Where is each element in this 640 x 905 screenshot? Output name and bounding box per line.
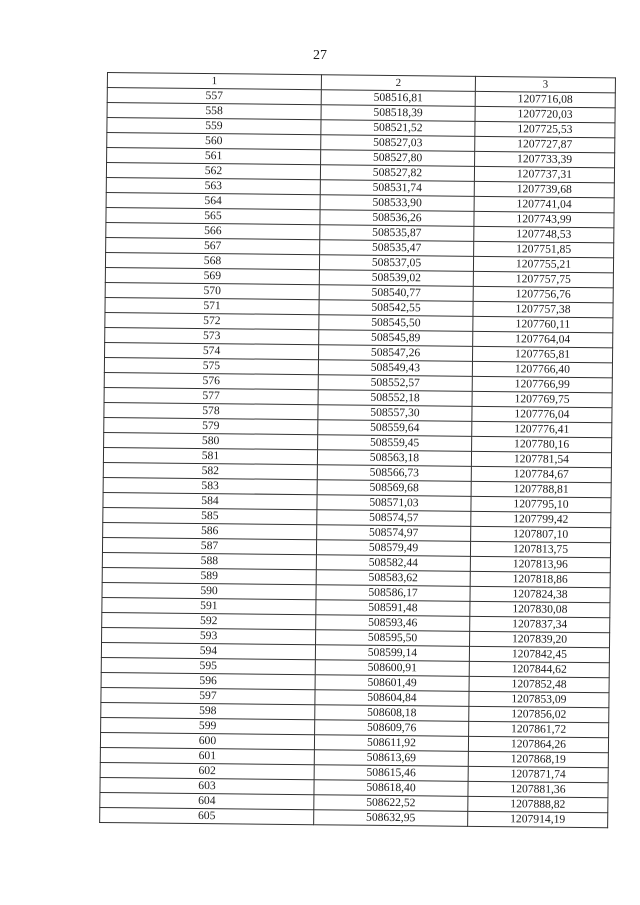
x-coordinate-cell: 508563,18 (317, 450, 471, 467)
point-number-cell: 583 (103, 477, 317, 494)
x-coordinate-cell: 508618,40 (314, 780, 468, 797)
x-coordinate-cell: 508531,74 (320, 180, 474, 197)
x-coordinate-cell: 508595,50 (316, 630, 470, 647)
y-coordinate-cell: 1207914,19 (468, 811, 608, 827)
x-coordinate-cell: 508569,68 (317, 480, 471, 497)
y-coordinate-cell: 1207868,19 (468, 751, 608, 767)
x-coordinate-cell: 508549,43 (318, 360, 472, 377)
coordinates-table (99, 72, 616, 828)
point-number-cell: 569 (105, 267, 319, 284)
point-number-cell: 565 (106, 207, 320, 224)
y-coordinate-cell: 1207765,81 (472, 346, 612, 362)
y-coordinate-cell: 1207788,81 (471, 481, 611, 497)
x-coordinate-cell: 508583,62 (316, 570, 470, 587)
x-coordinate-cell: 508609,76 (315, 720, 469, 737)
column-header-3: 3 (475, 76, 615, 92)
x-coordinate-cell: 508611,92 (314, 735, 468, 752)
x-coordinate-cell: 508593,46 (316, 615, 470, 632)
point-number-cell: 600 (100, 732, 314, 749)
x-coordinate-cell: 508542,55 (319, 300, 473, 317)
point-number-cell: 581 (103, 447, 317, 464)
point-number-cell: 587 (102, 537, 316, 554)
y-coordinate-cell: 1207799,42 (471, 511, 611, 527)
x-coordinate-cell: 508574,57 (317, 510, 471, 527)
x-coordinate-cell: 508545,50 (319, 315, 473, 332)
point-number-cell: 576 (104, 372, 318, 389)
y-coordinate-cell: 1207766,99 (472, 376, 612, 392)
table-body (100, 88, 616, 828)
point-number-cell: 585 (103, 507, 317, 524)
y-coordinate-cell: 1207757,75 (473, 271, 613, 287)
y-coordinate-cell: 1207807,10 (471, 526, 611, 542)
y-coordinate-cell: 1207830,08 (470, 601, 610, 617)
y-coordinate-cell: 1207888,82 (468, 796, 608, 812)
point-number-cell: 563 (106, 177, 320, 194)
point-number-cell: 567 (106, 237, 320, 254)
y-coordinate-cell: 1207757,38 (473, 301, 613, 317)
point-number-cell: 579 (104, 417, 318, 434)
point-number-cell: 599 (101, 717, 315, 734)
y-coordinate-cell: 1207780,16 (472, 436, 612, 452)
y-coordinate-cell: 1207818,86 (470, 571, 610, 587)
y-coordinate-cell: 1207852,48 (469, 676, 609, 692)
y-coordinate-cell: 1207824,38 (470, 586, 610, 602)
x-coordinate-cell: 508539,02 (319, 270, 473, 287)
point-number-cell: 564 (106, 192, 320, 209)
y-coordinate-cell: 1207760,11 (473, 316, 613, 332)
x-coordinate-cell: 508533,90 (320, 195, 474, 212)
point-number-cell: 597 (101, 687, 315, 704)
point-number-cell: 575 (104, 357, 318, 374)
y-coordinate-cell: 1207881,36 (468, 781, 608, 797)
x-coordinate-cell: 508518,39 (321, 105, 475, 122)
y-coordinate-cell: 1207727,87 (475, 136, 615, 152)
x-coordinate-cell: 508622,52 (314, 795, 468, 812)
y-coordinate-cell: 1207776,04 (472, 406, 612, 422)
y-coordinate-cell: 1207861,72 (469, 721, 609, 737)
y-coordinate-cell: 1207853,09 (469, 691, 609, 707)
y-coordinate-cell: 1207720,03 (475, 106, 615, 122)
point-number-cell: 586 (103, 522, 317, 539)
y-coordinate-cell: 1207871,74 (468, 766, 608, 782)
y-coordinate-cell: 1207755,21 (473, 256, 613, 272)
x-coordinate-cell: 508615,46 (314, 765, 468, 782)
x-coordinate-cell: 508521,52 (321, 120, 475, 137)
x-coordinate-cell: 508586,17 (316, 585, 470, 602)
x-coordinate-cell: 508599,14 (315, 645, 469, 662)
x-coordinate-cell: 508527,82 (320, 165, 474, 182)
point-number-cell: 568 (105, 252, 319, 269)
x-coordinate-cell: 508535,87 (320, 225, 474, 242)
coordinates-table-wrapper (99, 72, 615, 828)
point-number-cell: 577 (104, 387, 318, 404)
point-number-cell: 594 (101, 642, 315, 659)
x-coordinate-cell: 508527,03 (321, 135, 475, 152)
y-coordinate-cell: 1207837,34 (470, 616, 610, 632)
y-coordinate-cell: 1207748,53 (474, 226, 614, 242)
y-coordinate-cell: 1207725,53 (475, 121, 615, 137)
point-number-cell: 595 (101, 657, 315, 674)
x-coordinate-cell: 508536,26 (320, 210, 474, 227)
x-coordinate-cell: 508557,30 (318, 405, 472, 422)
point-number-cell: 572 (105, 312, 319, 329)
x-coordinate-cell: 508559,64 (318, 420, 472, 437)
point-number-cell: 558 (107, 103, 321, 120)
x-coordinate-cell: 508537,05 (319, 255, 473, 272)
point-number-cell: 591 (102, 597, 316, 614)
y-coordinate-cell: 1207813,96 (470, 556, 610, 572)
y-coordinate-cell: 1207864,26 (468, 736, 608, 752)
y-coordinate-cell: 1207743,99 (474, 211, 614, 227)
point-number-cell: 596 (101, 672, 315, 689)
y-coordinate-cell: 1207739,68 (474, 181, 614, 197)
x-coordinate-cell: 508552,18 (318, 390, 472, 407)
x-coordinate-cell: 508574,97 (317, 525, 471, 542)
y-coordinate-cell: 1207751,85 (474, 241, 614, 257)
point-number-cell: 574 (105, 342, 319, 359)
point-number-cell: 589 (102, 567, 316, 584)
y-coordinate-cell: 1207769,75 (472, 391, 612, 407)
x-coordinate-cell: 508591,48 (316, 600, 470, 617)
y-coordinate-cell: 1207776,41 (472, 421, 612, 437)
point-number-cell: 602 (100, 762, 314, 779)
y-coordinate-cell: 1207741,04 (474, 196, 614, 212)
point-number-cell: 601 (100, 747, 314, 764)
x-coordinate-cell: 508559,45 (318, 435, 472, 452)
point-number-cell: 566 (106, 222, 320, 239)
point-number-cell: 571 (105, 297, 319, 314)
y-coordinate-cell: 1207716,08 (475, 91, 615, 107)
point-number-cell: 592 (102, 612, 316, 629)
y-coordinate-cell: 1207795,10 (471, 496, 611, 512)
x-coordinate-cell: 508547,26 (318, 345, 472, 362)
x-coordinate-cell: 508545,89 (319, 330, 473, 347)
x-coordinate-cell: 508582,44 (316, 555, 470, 572)
point-number-cell: 578 (104, 402, 318, 419)
y-coordinate-cell: 1207733,39 (475, 151, 615, 167)
x-coordinate-cell: 508632,95 (314, 810, 468, 827)
y-coordinate-cell: 1207764,04 (473, 331, 613, 347)
x-coordinate-cell: 508552,57 (318, 375, 472, 392)
y-coordinate-cell: 1207842,45 (469, 646, 609, 662)
y-coordinate-cell: 1207784,67 (471, 466, 611, 482)
x-coordinate-cell: 508601,49 (315, 675, 469, 692)
point-number-cell: 603 (100, 777, 314, 794)
point-number-cell: 590 (102, 582, 316, 599)
x-coordinate-cell: 508516,81 (321, 90, 475, 107)
point-number-cell: 588 (102, 552, 316, 569)
y-coordinate-cell: 1207737,31 (474, 166, 614, 182)
x-coordinate-cell: 508600,91 (315, 660, 469, 677)
x-coordinate-cell: 508535,47 (320, 240, 474, 257)
column-header-1: 1 (107, 73, 321, 90)
point-number-cell: 584 (103, 492, 317, 509)
page-number: 27 (313, 48, 327, 63)
point-number-cell: 593 (102, 627, 316, 644)
y-coordinate-cell: 1207839,20 (470, 631, 610, 647)
point-number-cell: 570 (105, 282, 319, 299)
x-coordinate-cell: 508604,84 (315, 690, 469, 707)
point-number-cell: 605 (100, 807, 314, 824)
y-coordinate-cell: 1207813,75 (470, 541, 610, 557)
point-number-cell: 580 (104, 432, 318, 449)
x-coordinate-cell: 508566,73 (317, 465, 471, 482)
point-number-cell: 561 (107, 148, 321, 165)
point-number-cell: 573 (105, 327, 319, 344)
column-header-2: 2 (321, 75, 475, 92)
y-coordinate-cell: 1207766,40 (472, 361, 612, 377)
x-coordinate-cell: 508613,69 (314, 750, 468, 767)
x-coordinate-cell: 508608,18 (315, 705, 469, 722)
point-number-cell: 582 (103, 462, 317, 479)
x-coordinate-cell: 508579,49 (316, 540, 470, 557)
point-number-cell: 559 (107, 118, 321, 135)
point-number-cell: 604 (100, 792, 314, 809)
y-coordinate-cell: 1207844,62 (469, 661, 609, 677)
x-coordinate-cell: 508571,03 (317, 495, 471, 512)
x-coordinate-cell: 508540,77 (319, 285, 473, 302)
y-coordinate-cell: 1207781,54 (471, 451, 611, 467)
point-number-cell: 562 (106, 163, 320, 180)
point-number-cell: 598 (101, 702, 315, 719)
x-coordinate-cell: 508527,80 (321, 150, 475, 167)
point-number-cell: 560 (107, 133, 321, 150)
y-coordinate-cell: 1207856,02 (469, 706, 609, 722)
point-number-cell: 557 (107, 88, 321, 105)
y-coordinate-cell: 1207756,76 (473, 286, 613, 302)
